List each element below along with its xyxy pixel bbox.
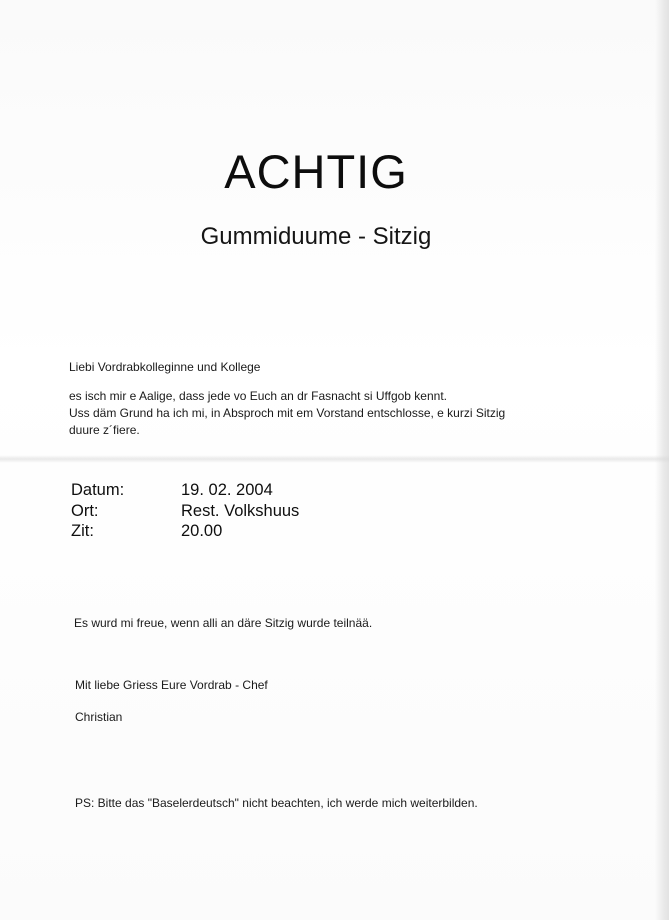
- paper-fold-line: [0, 455, 669, 463]
- letter-body: [69, 388, 505, 439]
- detail-label: Datum:: [71, 481, 125, 499]
- letter-signature: Christian: [75, 710, 123, 724]
- detail-value: 20.00: [181, 522, 223, 540]
- detail-label: Ort:: [71, 501, 99, 520]
- detail-row-place: [71, 501, 299, 522]
- detail-value: Rest. Volkshuus: [181, 501, 300, 520]
- event-details: [71, 480, 299, 542]
- letter-subtitle: Gummiduume - Sitzig: [200, 223, 432, 250]
- body-line: duure z´fiere.: [69, 423, 140, 437]
- letter-title: ACHTIG: [224, 145, 408, 198]
- letter-postscript: PS: Bitte das "Baselerdeutsch" nicht beachten, ich werde mich weiterbilden.: [75, 796, 478, 810]
- detail-row-time: [71, 521, 299, 542]
- detail-value: 19. 02. 2004: [181, 481, 273, 499]
- letter-greeting: Liebi Vordrabkolleginne und Kollege: [69, 360, 261, 374]
- letter-closing: Es wurd mi freue, wenn alli an däre Sitzig wurde teilnää.: [74, 616, 373, 630]
- body-line: Uss däm Grund ha ich mi, in Absproch mit em Vorstand entschlosse, e kurzi Sitzig: [69, 406, 506, 420]
- body-line: es isch mir e Aalige, dass jede vo Euch an dr Fasnacht si Uffgob kennt.: [69, 389, 447, 403]
- detail-row-date: [71, 480, 299, 501]
- letter-signoff: Mit liebe Griess Eure Vordrab - Chef: [75, 678, 268, 692]
- detail-label: Zit:: [71, 522, 94, 540]
